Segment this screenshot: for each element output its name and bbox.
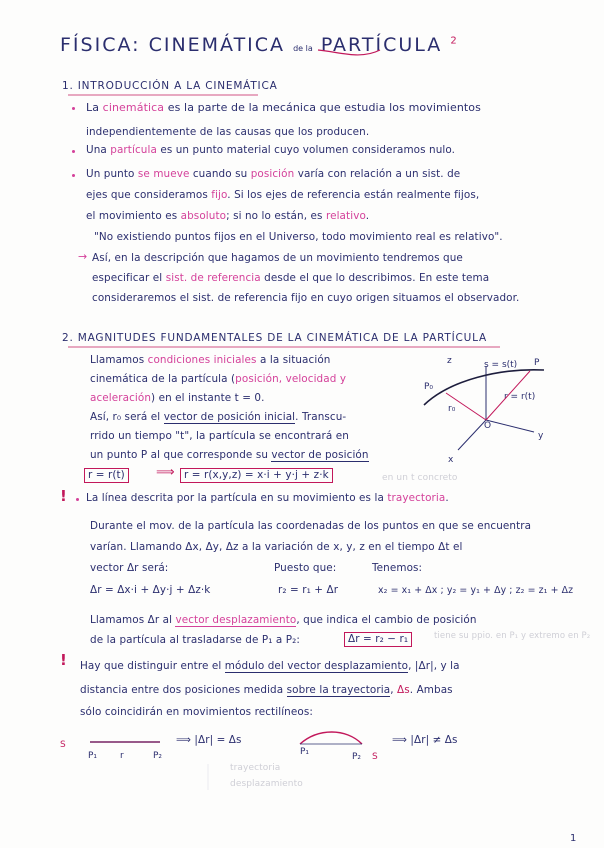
curved-trajectory (300, 732, 362, 744)
y-axis (486, 420, 534, 432)
s1-para-4c: consideraremos el sist. de referencia fijo en cuyo origen situamos el observador. (92, 292, 520, 304)
sketch-r: r (120, 751, 124, 761)
point-p-label: P (534, 358, 540, 368)
origin-label: O (484, 421, 492, 431)
displacement-equation-box: Δr = r₂ − r₁ (344, 632, 412, 647)
s2-motion-3c: Tenemos: (372, 562, 423, 574)
x-axis (458, 420, 486, 450)
section-2-heading: 2. MAGNITUDES FUNDAMENTALES DE LA CINEMÁTICA DE LA PARTÍCULA (62, 332, 488, 344)
coordinate-equations: x₂ = x₁ + Δx ; y₂ = y₁ + Δy ; z₂ = z₁ + Δz (378, 585, 574, 596)
s1-para-2: Una partícula es un punto material cuyo volumen consideramos nulo. (86, 144, 456, 156)
s2-motion-1: Durante el mov. de la partícula las coordenadas de los puntos en que se encuentra (90, 520, 532, 532)
title-main: FÍSICA: CINEMÁTICA (60, 34, 286, 56)
note-line-2: distancia entre dos posiciones medida sobre la trayectoria, Δs. Ambas (80, 684, 453, 696)
point-p0-label: P₀ (424, 382, 434, 392)
s1-para-1: La cinemática es la parte de la mecánica que estudia los movimientos (86, 101, 481, 114)
r0-vector (446, 393, 486, 420)
s2-line-5: rrido un tiempo "t", la partícula se encontrará en (90, 430, 349, 442)
exclamation-mark: ! (60, 487, 67, 505)
s-equation-label: s = s(t) (484, 360, 518, 370)
r-vector (486, 371, 530, 420)
arrow-mark: → (78, 250, 88, 263)
s2-line-4: Así, r₀ será el vector de posición inicial. Transcu- (90, 411, 347, 423)
s1-para-3c: el movimiento es absoluto; si no lo están, es relativo. (86, 210, 370, 222)
s1-quote: "No existiendo puntos fijos en el Universo, todo movimiento real es relativo". (94, 231, 503, 243)
s2-line-6: un punto P al que corresponde su vector de posición (90, 449, 369, 461)
page-number: 1 (570, 833, 577, 844)
r0-label: r₀ (448, 404, 456, 414)
s2-line-1: Llamamos condiciones iniciales a la situación (90, 354, 331, 366)
s2-line-2: cinemática de la partícula (posición, velocidad y (90, 373, 347, 385)
inequality-result: ⟹ |Δr| ≠ Δs (392, 734, 458, 746)
title-tail: PARTÍCULA (320, 34, 443, 56)
faint-displacement: desplazamiento (230, 779, 303, 789)
trajectory-definition: La línea descrita por la partícula en su movimiento es la trayectoria. (86, 492, 449, 504)
implies-arrow: ⟹ (156, 465, 175, 480)
sketch-s-left: S (60, 740, 66, 750)
equation-box-2: r = r(x,y,z) = x·i + y·j + z·k (180, 468, 333, 483)
sketch-p1: P₁ (88, 751, 98, 761)
sketch-p2: P₂ (153, 751, 163, 761)
s1-para-3: Un punto se mueve cuando su posición varía con relación a un sist. de (86, 168, 461, 180)
s1-para-4: Así, en la descripción que hagamos de un movimiento tendremos que (92, 252, 463, 264)
s1-para-1b: independientemente de las causas que los producen. (86, 126, 370, 138)
r-equation-label: r = r(t) (504, 392, 536, 402)
displacement-line-2: de la partícula al trasladarse de P₁ a P₂: (90, 634, 301, 646)
s1-para-4b: especificar el sist. de referencia desde el que lo describimos. En este tema (92, 272, 490, 284)
note-line-3: sólo coincidirán en movimientos rectilíneos: (80, 706, 313, 718)
axis-y-label: y (538, 431, 544, 441)
s2-motion-3b: Puesto que: (274, 562, 337, 574)
title-small: de la (293, 44, 313, 53)
faint-trajectory: trayectoria (230, 763, 281, 773)
displacement-definition: Llamamos Δr al vector desplazamiento, que indica el cambio de posición (90, 614, 477, 626)
r2-equation: r₂ = r₁ + Δr (278, 584, 339, 596)
sketch-s-right: S (372, 752, 378, 762)
s2-motion-3a: vector Δr será: (90, 562, 169, 574)
title-underline (318, 50, 380, 55)
note-line-1: Hay que distinguir entre el módulo del vector desplazamiento, |Δr|, y la (80, 660, 460, 672)
equation-box-1: r = r(t) (84, 468, 129, 483)
s1-para-3b: ejes que consideramos fijo. Si los ejes de referencia están realmente fijos, (86, 189, 480, 201)
equation-note: en un t concreto (382, 473, 458, 483)
title-sup: 2 (450, 35, 459, 47)
section-1-heading: 1. INTRODUCCIÓN A LA CINEMÁTICA (62, 80, 278, 92)
delta-r-components: Δr = Δx·i + Δy·j + Δz·k (90, 584, 211, 596)
s2-line-3: aceleración) en el instante t = 0. (90, 392, 265, 404)
sketch-p2-b: P₂ (352, 752, 362, 762)
axis-z-label: z (447, 356, 452, 366)
equality-result: ⟹ |Δr| = Δs (176, 734, 242, 746)
s2-motion-2: varían. Llamando Δx, Δy, Δz a la variación de x, y, z en el tiempo Δt el (90, 541, 463, 553)
axis-x-label: x (448, 455, 454, 465)
faint-note: tiene su ppio. en P₁ y extremo en P₂ (434, 631, 591, 641)
exclamation-mark: ! (60, 651, 67, 669)
sketch-p1-b: P₁ (300, 747, 310, 757)
